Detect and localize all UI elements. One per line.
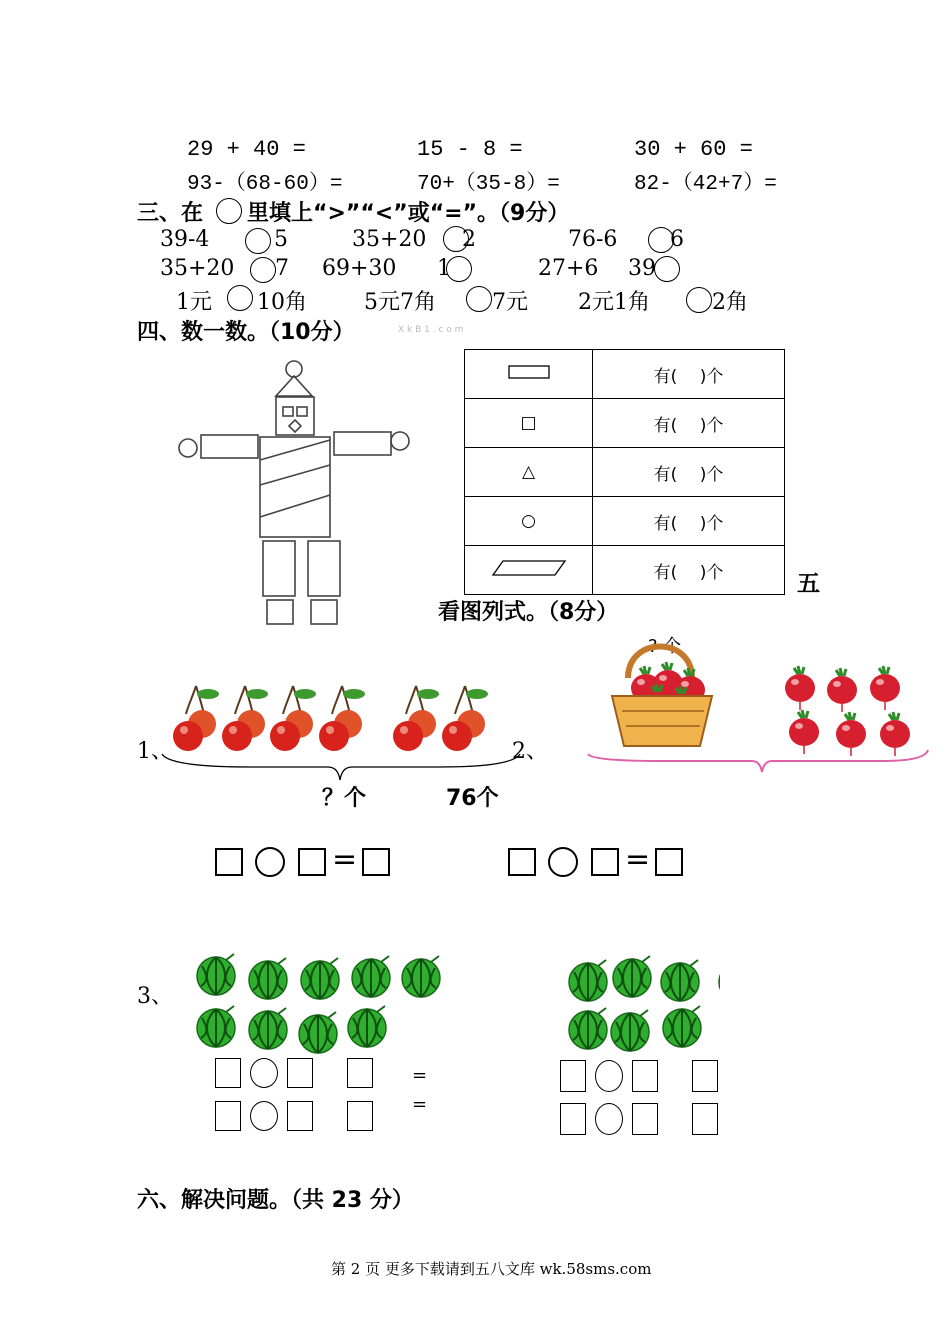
page-footer: 第 2 页 更多下载请到五八文库 wk.58sms.com — [331, 1260, 652, 1278]
equals-sign: = — [412, 1094, 428, 1115]
cmp-text: 2角 — [712, 290, 748, 315]
basket-question-label: ? 个 — [648, 636, 682, 657]
unknown-count-label: ？个 — [322, 786, 367, 811]
circle-icon — [216, 198, 242, 224]
section3-title-post: 里填上“>”“<”或“=”。（9分） — [247, 201, 570, 226]
section6-title: 六、解决问题。（共 23 分） — [137, 1188, 414, 1213]
answer-box[interactable] — [362, 848, 390, 876]
cmp-text: 6 — [670, 227, 684, 252]
operator-circle[interactable] — [250, 1058, 278, 1088]
rectangle-icon — [465, 350, 593, 399]
answer-circle[interactable] — [654, 256, 680, 282]
cmp-text: 5 — [274, 227, 288, 252]
answer-circle[interactable] — [227, 285, 253, 311]
answer-box[interactable] — [215, 848, 243, 876]
cmp-text: 7元 — [492, 290, 528, 315]
answer-circle[interactable] — [245, 228, 271, 254]
cmp-text: 1 — [437, 256, 451, 281]
answer-circle[interactable] — [686, 287, 712, 313]
answer-box[interactable] — [215, 1058, 241, 1088]
answer-circle[interactable] — [446, 256, 472, 282]
answer-box[interactable] — [298, 848, 326, 876]
arith-4: 93-（68-60）= — [187, 173, 343, 196]
total-count-label: 76个 — [446, 786, 499, 811]
equals-sign: = — [625, 842, 651, 877]
answer-box[interactable] — [632, 1060, 658, 1092]
answer-box[interactable] — [560, 1103, 586, 1135]
cmp-text: 39 — [628, 256, 656, 281]
cmp-text: 39-4 — [160, 227, 210, 252]
section4-title: 四、数一数。（10分） — [137, 320, 355, 345]
section5-title-char: 五 — [797, 571, 820, 597]
answer-circle[interactable] — [250, 257, 276, 283]
operator-circle[interactable] — [595, 1103, 623, 1135]
square-icon: □ — [465, 399, 593, 448]
operator-circle[interactable] — [595, 1060, 623, 1092]
operator-circle[interactable] — [255, 847, 285, 877]
count-answer[interactable]: 有( )个 — [593, 448, 785, 497]
answer-box[interactable] — [692, 1060, 718, 1092]
problem-2-label: 2、 — [512, 739, 548, 764]
basket-radish-illustration — [582, 626, 932, 776]
watermark: X k B 1 . c o m — [398, 325, 464, 335]
count-answer[interactable]: 有( )个 — [593, 497, 785, 546]
arith-5: 70+（35-8）= — [417, 173, 560, 196]
problem-3-label: 3、 — [137, 984, 173, 1009]
arith-3: 30 + 60 = — [634, 137, 753, 162]
answer-box[interactable] — [508, 848, 536, 876]
count-answer[interactable]: 有( )个 — [593, 399, 785, 448]
equals-sign: = — [412, 1065, 428, 1086]
answer-box[interactable] — [287, 1058, 313, 1088]
cmp-text: 35+20 — [160, 256, 235, 281]
triangle-icon: △ — [465, 448, 593, 497]
arith-6: 82-（42+7）= — [634, 173, 777, 196]
answer-box[interactable] — [287, 1101, 313, 1131]
problem-1-label: 1、 — [137, 739, 173, 764]
cmp-text: 35+20 — [352, 227, 427, 252]
answer-box[interactable] — [560, 1060, 586, 1092]
cmp-text: 76-6 — [568, 227, 618, 252]
answer-box[interactable] — [692, 1103, 718, 1135]
answer-box[interactable] — [655, 848, 683, 876]
answer-box[interactable] — [215, 1101, 241, 1131]
cmp-text: 10角 — [257, 290, 307, 315]
arith-2: 15 - 8 = — [417, 137, 523, 162]
answer-box[interactable] — [347, 1101, 373, 1131]
watermelon-illustration — [190, 950, 720, 1060]
cmp-text: 27+6 — [538, 256, 599, 281]
circle-shape-icon: ○ — [465, 497, 593, 546]
answer-box[interactable] — [632, 1103, 658, 1135]
cmp-text: 1元 — [176, 290, 212, 315]
count-answer[interactable]: 有( )个 — [593, 350, 785, 399]
answer-box[interactable] — [591, 848, 619, 876]
cmp-text: 5元7角 — [364, 290, 436, 315]
operator-circle[interactable] — [250, 1101, 278, 1131]
equals-sign: = — [332, 842, 358, 877]
cmp-text: 2元1角 — [578, 290, 650, 315]
cmp-text: 7 — [275, 256, 289, 281]
shape-count-table — [464, 349, 785, 595]
answer-circle[interactable] — [466, 286, 492, 312]
parallelogram-icon — [465, 546, 593, 595]
section5-title: 看图列式。（8分） — [438, 600, 619, 625]
count-answer[interactable]: 有( )个 — [593, 546, 785, 595]
arith-1: 29 + 40 = — [187, 137, 306, 162]
cherries-illustration — [160, 672, 525, 782]
section3-title-pre: 三、在 — [137, 201, 204, 226]
answer-box[interactable] — [347, 1058, 373, 1088]
robot-figure — [170, 360, 420, 635]
cmp-text: 69+30 — [322, 256, 397, 281]
operator-circle[interactable] — [548, 847, 578, 877]
cmp-text: 2 — [462, 227, 476, 252]
